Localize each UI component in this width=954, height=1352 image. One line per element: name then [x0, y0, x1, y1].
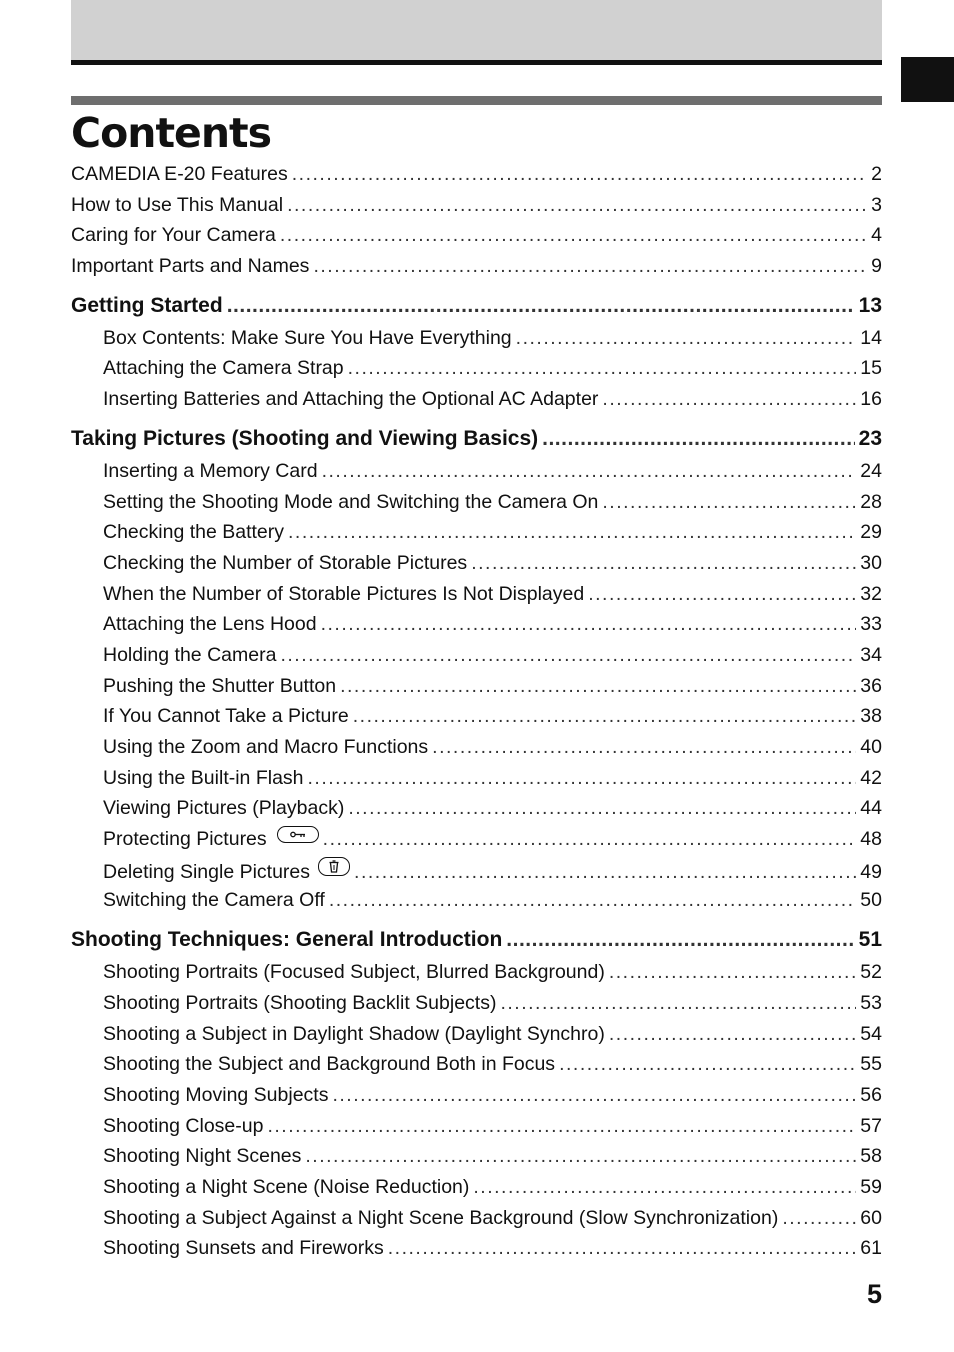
- toc-entry[interactable]: [71, 1084, 882, 1115]
- toc-entry[interactable]: [71, 388, 882, 419]
- toc-entry-label: Switching the Camera Off: [103, 889, 325, 912]
- toc-page-number: 38: [860, 705, 882, 728]
- toc-entry[interactable]: [71, 1023, 882, 1054]
- toc-section-taking-pictures: [71, 427, 882, 920]
- toc-entry-label: Holding the Camera: [103, 643, 277, 666]
- toc-entry[interactable]: [71, 961, 882, 992]
- toc-page-number: 50: [860, 889, 882, 912]
- toc-entry[interactable]: [71, 163, 882, 194]
- toc-section-heading[interactable]: [71, 294, 882, 327]
- toc-entry[interactable]: [71, 828, 882, 859]
- toc-entry[interactable]: [71, 552, 882, 583]
- toc-entry-label: Shooting Sunsets and Fireworks: [103, 1237, 384, 1260]
- dot-leader: [516, 327, 857, 350]
- toc-entry-label: Important Parts and Names: [71, 255, 310, 278]
- toc-entry[interactable]: [71, 992, 882, 1023]
- toc-entry-label: Pushing the Shutter Button: [103, 674, 337, 697]
- dot-leader: [292, 163, 867, 186]
- toc-entry[interactable]: [71, 644, 882, 675]
- toc-entry[interactable]: [71, 859, 882, 890]
- toc-entry[interactable]: [71, 675, 882, 706]
- dot-leader: [267, 1115, 856, 1138]
- toc-page-number: 14: [860, 326, 882, 349]
- key-icon: [277, 826, 319, 843]
- section-heading-label: Shooting Techniques: General Introduction: [71, 928, 503, 952]
- toc-entry-label: Shooting Portraits (Shooting Backlit Subjects): [103, 991, 497, 1014]
- toc-entry[interactable]: [71, 736, 882, 767]
- toc-page-number: 34: [860, 643, 882, 666]
- toc-entry-label: Shooting Moving Subjects: [103, 1083, 329, 1106]
- toc-entry-label: Shooting the Subject and Background Both in Focus: [103, 1053, 556, 1076]
- dot-leader: [473, 1176, 856, 1199]
- dot-leader: [432, 736, 856, 759]
- toc-page-number: 54: [860, 1022, 882, 1045]
- dot-leader: [227, 294, 855, 318]
- dot-leader: [288, 521, 856, 544]
- toc-entry[interactable]: [71, 194, 882, 225]
- toc-page-number: 59: [860, 1175, 882, 1198]
- dot-leader: [321, 613, 857, 636]
- toc-entry[interactable]: [71, 1053, 882, 1084]
- toc-page-number: 36: [860, 674, 882, 697]
- toc-entry-label: Shooting a Night Scene (Noise Reduction): [103, 1175, 470, 1198]
- toc-page-number: 23: [858, 426, 882, 450]
- toc-page-number: 48: [860, 828, 882, 851]
- toc-entry[interactable]: [71, 705, 882, 736]
- dot-leader: [280, 644, 856, 667]
- toc-page-number: 4: [871, 224, 882, 247]
- dot-leader: [332, 1084, 856, 1107]
- toc-entry[interactable]: [71, 224, 882, 255]
- toc-entry-label: Viewing Pictures (Playback): [103, 797, 345, 820]
- dot-leader: [388, 1237, 857, 1260]
- dot-leader: [308, 767, 857, 790]
- dot-leader: [354, 861, 856, 884]
- toc-entry-label: CAMEDIA E-20 Features: [71, 163, 288, 185]
- toc-page-number: 24: [860, 459, 882, 482]
- dot-leader: [471, 552, 856, 575]
- toc-entry-label: How to Use This Manual: [71, 193, 284, 216]
- toc-page-number: 40: [860, 736, 882, 758]
- dot-leader: [348, 797, 856, 820]
- toc-entry[interactable]: [71, 491, 882, 522]
- dot-leader: [305, 1145, 856, 1168]
- toc-entry-label: If You Cannot Take a Picture: [103, 705, 349, 728]
- table-of-contents: [71, 163, 882, 1276]
- toc-page-number: 56: [860, 1083, 882, 1106]
- section-heading-label: Taking Pictures (Shooting and Viewing Basics): [71, 426, 539, 450]
- toc-entry-label: Shooting a Subject Against a Night Scene Background (Slow Synchronization): [103, 1206, 779, 1229]
- dot-leader: [313, 255, 867, 278]
- toc-page-number: 61: [860, 1237, 882, 1260]
- toc-page-number: 53: [860, 991, 882, 1014]
- dot-leader: [609, 961, 856, 984]
- dot-leader: [588, 583, 856, 606]
- toc-entry-label: Inserting a Memory Card: [103, 459, 318, 482]
- dot-leader: [280, 224, 867, 247]
- toc-page-number: 32: [860, 582, 882, 605]
- toc-entry[interactable]: [71, 1145, 882, 1176]
- page-number-footer: 5: [866, 1279, 882, 1309]
- toc-page-number: 16: [860, 388, 882, 411]
- dot-leader: [287, 194, 867, 217]
- toc-page-number: 52: [860, 961, 882, 984]
- dot-leader: [602, 491, 856, 514]
- toc-page-number: 13: [858, 293, 882, 317]
- toc-entry[interactable]: [71, 521, 882, 552]
- toc-page-number: 51: [858, 928, 882, 952]
- toc-page-number: 9: [871, 255, 882, 278]
- toc-entry[interactable]: [71, 327, 882, 358]
- dot-leader: [602, 388, 856, 411]
- page-title: Contents: [71, 109, 272, 157]
- dot-leader: [542, 427, 855, 451]
- toc-entry-label: When the Number of Storable Pictures Is Not Displayed: [103, 582, 585, 605]
- dot-leader: [559, 1053, 856, 1076]
- toc-entry-label: Box Contents: Make Sure You Have Everything: [103, 326, 512, 349]
- dot-leader: [322, 460, 857, 483]
- toc-entry-label: Using the Zoom and Macro Functions: [103, 736, 429, 758]
- section-heading-label: Getting Started: [71, 293, 223, 317]
- title-rule: [71, 96, 882, 105]
- chapter-tab-marker: [901, 57, 954, 102]
- toc-entry-label: Checking the Number of Storable Pictures: [103, 551, 468, 574]
- toc-page-number: 2: [871, 163, 882, 185]
- dot-leader: [340, 675, 856, 698]
- toc-entry[interactable]: [71, 255, 882, 286]
- toc-entry[interactable]: [71, 460, 882, 491]
- toc-entry-label: Attaching the Lens Hood: [103, 613, 317, 636]
- toc-entry[interactable]: [71, 797, 882, 828]
- dot-leader: [506, 928, 854, 952]
- toc-entry-label: Caring for Your Camera: [71, 224, 276, 247]
- toc-entry[interactable]: [71, 767, 882, 798]
- toc-intro-section: [71, 163, 882, 286]
- toc-entry[interactable]: [71, 1207, 882, 1238]
- dot-leader: [609, 1023, 856, 1046]
- toc-entry[interactable]: [71, 583, 882, 614]
- toc-entry[interactable]: [71, 1115, 882, 1146]
- toc-entry-label: Checking the Battery: [103, 521, 285, 544]
- toc-page-number: 28: [860, 490, 882, 513]
- toc-section-shooting-techniques: [71, 928, 882, 1268]
- toc-page-number: 49: [860, 860, 882, 883]
- toc-section-heading[interactable]: [71, 928, 882, 961]
- toc-section-heading[interactable]: [71, 427, 882, 460]
- toc-entry-label: Shooting Portraits (Focused Subject, Blurred Background): [103, 961, 605, 984]
- toc-entry-label: Setting the Shooting Mode and Switching the Camera On: [103, 490, 599, 513]
- toc-entry-label: Using the Built-in Flash: [103, 766, 304, 789]
- toc-entry[interactable]: [71, 1176, 882, 1207]
- toc-entry[interactable]: [71, 889, 882, 920]
- dot-leader: [348, 357, 857, 380]
- toc-entry[interactable]: [71, 613, 882, 644]
- toc-entry-label: Inserting Batteries and Attaching the Optional AC Adapter: [103, 388, 599, 411]
- header-band: [71, 0, 882, 60]
- toc-entry-label: Deleting Single Pictures: [103, 860, 311, 883]
- dot-leader: [329, 889, 856, 912]
- toc-entry-label: Protecting Pictures: [103, 828, 267, 851]
- toc-entry-label: Shooting Close-up: [103, 1114, 264, 1137]
- toc-page-number: 60: [860, 1206, 882, 1229]
- toc-entry-label: Shooting Night Scenes: [103, 1145, 302, 1168]
- toc-page-number: 30: [860, 551, 882, 574]
- toc-entry-label: Shooting a Subject in Daylight Shadow (Daylight Synchro): [103, 1022, 605, 1045]
- toc-page-number: 55: [860, 1053, 882, 1076]
- toc-page-number: 44: [860, 797, 882, 820]
- dot-leader: [500, 992, 856, 1015]
- toc-page-number: 3: [871, 193, 882, 216]
- header-rule: [71, 60, 882, 65]
- toc-entry[interactable]: [71, 1237, 882, 1268]
- toc-page-number: 58: [860, 1145, 882, 1168]
- toc-page-number: 33: [860, 613, 882, 636]
- toc-entry[interactable]: [71, 357, 882, 388]
- dot-leader: [353, 705, 857, 728]
- toc-page-number: 57: [860, 1114, 882, 1137]
- dot-leader: [323, 828, 857, 851]
- toc-page-number: 42: [860, 766, 882, 789]
- dot-leader: [782, 1207, 856, 1230]
- toc-page-number: 29: [860, 521, 882, 544]
- toc-entry-label: Attaching the Camera Strap: [103, 357, 344, 380]
- trash-icon: [318, 857, 350, 876]
- toc-page-number: 15: [860, 357, 882, 380]
- toc-section-getting-started: [71, 294, 882, 419]
